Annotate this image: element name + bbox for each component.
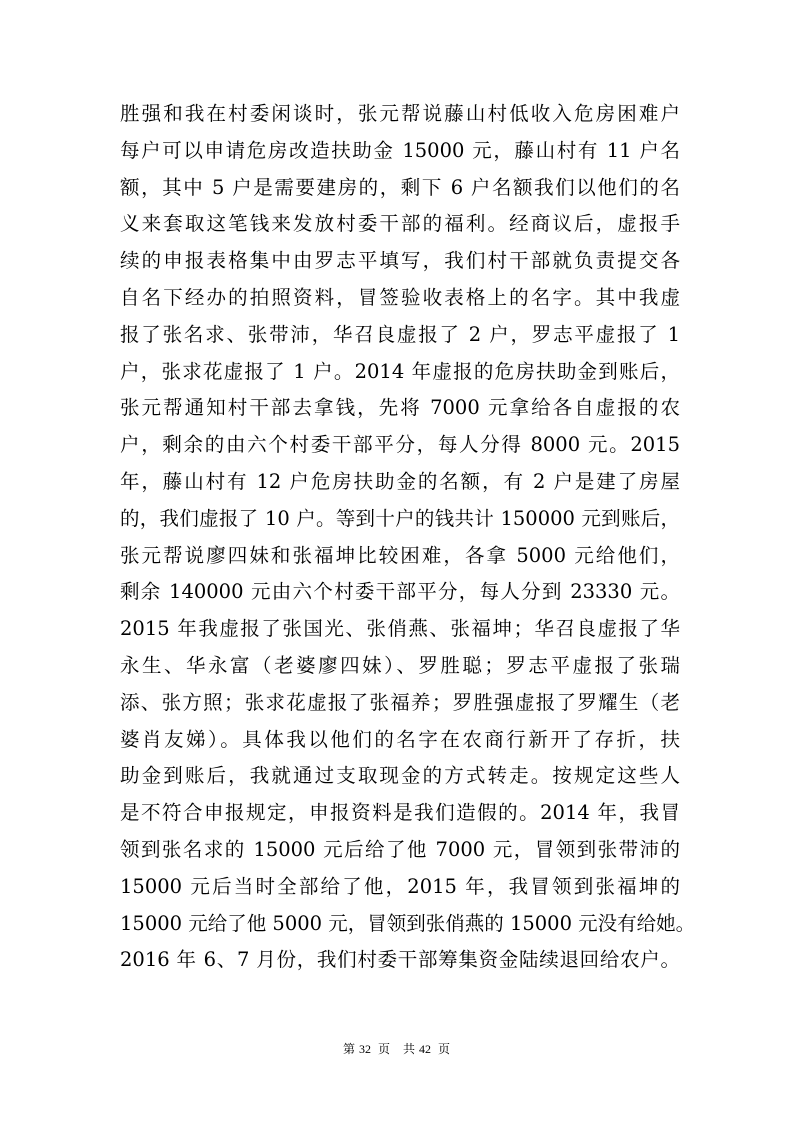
text-line: 户，张求花虚报了 1 户。2014 年虚报的危房扶助金到账后， xyxy=(120,359,680,383)
text-line: 2015 年我虚报了张国光、张俏燕、张福坤；华召良虚报了华 xyxy=(120,617,680,641)
text-line: 户，剩余的由六个村委干部平分，每人分得 8000 元。2015 xyxy=(120,433,680,457)
text-line: 的，我们虚报了 10 户。等到十户的钱共计 150000 元到账后， xyxy=(120,506,680,530)
text-line: 添、张方照；张求花虚报了张福养；罗胜强虚报了罗耀生（老 xyxy=(120,690,680,714)
body-text xyxy=(120,96,696,979)
text-line: 义来套取这笔钱来发放村委干部的福利。经商议后，虚报手 xyxy=(120,212,680,236)
text-line: 助金到账后，我就通过支取现金的方式转走。按规定这些人 xyxy=(120,764,680,788)
text-line: 胜强和我在村委闲谈时，张元帮说藤山村低收入危房困难户 xyxy=(120,102,680,125)
text-line: 自名下经办的拍照资料，冒签验收表格上的名字。其中我虚 xyxy=(120,285,680,309)
page-footer xyxy=(0,1040,793,1057)
total-suffix: 页 xyxy=(438,1042,451,1056)
text-line: 每户可以申请危房改造扶助金 15000 元，藤山村有 11 户名 xyxy=(120,138,680,162)
text-line: 额，其中 5 户是需要建房的，剩下 6 户名额我们以他们的名 xyxy=(120,175,680,199)
text-line: 续的申报表格集中由罗志平填写，我们村干部就负责提交各 xyxy=(120,249,680,273)
text-line: 2016 年 6、7 月份，我们村委干部筹集资金陆续退回给农户。 xyxy=(120,948,680,972)
text-line: 是不符合申报规定，申报资料是我们造假的。2014 年，我冒 xyxy=(120,801,680,825)
text-line: 年，藤山村有 12 户危房扶助金的名额，有 2 户是建了房屋 xyxy=(120,469,680,493)
total-pages: 42 xyxy=(419,1042,432,1056)
page-prefix: 第 xyxy=(342,1042,355,1056)
text-line: 15000 元给了他 5000 元，冒领到张俏燕的 15000 元没有给她。 xyxy=(120,911,696,935)
page-number: 32 xyxy=(358,1042,371,1056)
text-line: 张元帮通知村干部去拿钱，先将 7000 元拿给各自虚报的农 xyxy=(120,396,680,420)
text-line: 婆肖友娣）。具体我以他们的名字在农商行新开了存折，扶 xyxy=(120,727,680,751)
text-line: 永生、华永富（老婆廖四妹）、罗胜聪；罗志平虚报了张瑞 xyxy=(120,653,680,677)
text-line: 张元帮说廖四妹和张福坤比较困难，各拿 5000 元给他们， xyxy=(120,543,680,567)
text-line: 报了张名求、张带沛，华召良虚报了 2 户，罗志平虚报了 1 xyxy=(120,322,680,346)
total-prefix: 共 xyxy=(403,1042,416,1056)
text-line: 领到张名求的 15000 元后给了他 7000 元，冒领到张带沛的 xyxy=(120,837,680,861)
page-suffix: 页 xyxy=(377,1042,390,1056)
text-line: 15000 元后当时全部给了他，2015 年，我冒领到张福坤的 xyxy=(120,874,680,898)
text-line: 剩余 140000 元由六个村委干部平分，每人分到 23330 元。 xyxy=(120,580,680,604)
